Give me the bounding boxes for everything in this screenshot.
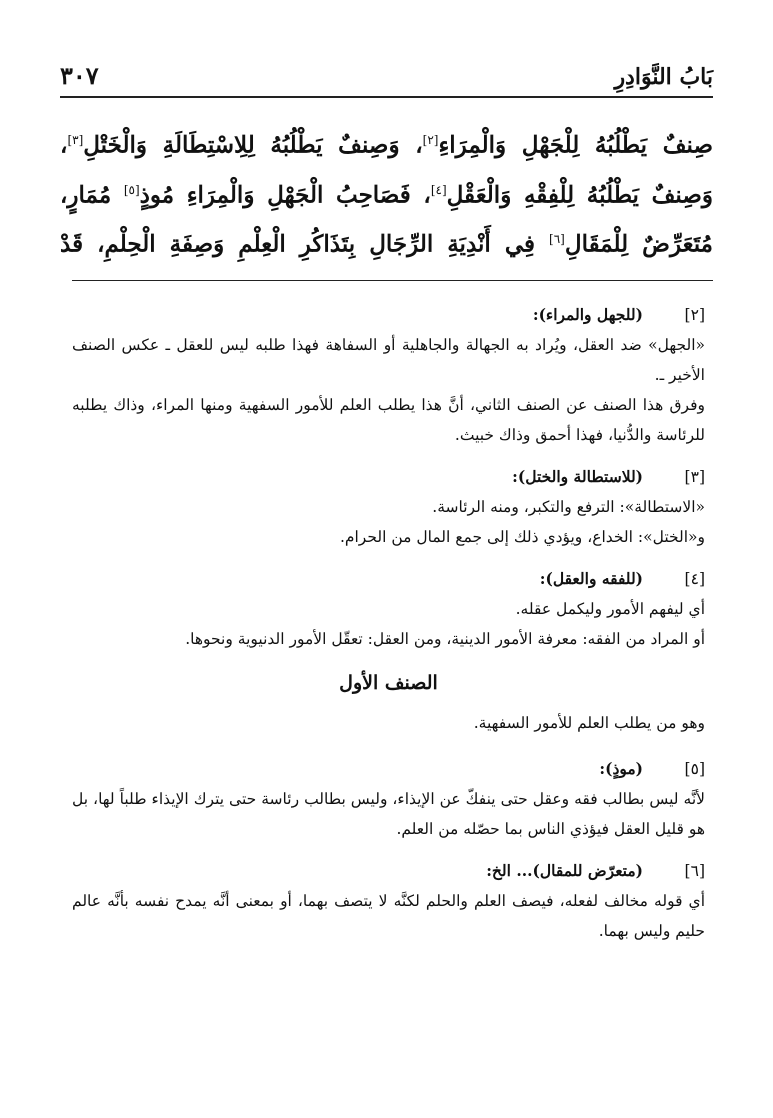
matn-segment: فِي أَنْدِيَةِ الرِّجَالِ بِتَذَاكُرِ الْعِلْمِ وَصِفَةِ الْحِلْمِ، قَدْ — [60, 230, 550, 258]
footnote-ref[interactable]: [٥] — [123, 182, 140, 197]
note-title: (للفقه والعقل): — [539, 569, 643, 588]
note-text: و«الختل»: الخداع، ويؤدي ذلك إلى جمع المال من الحرام. — [339, 528, 705, 546]
footnote-ref[interactable]: [٦] — [549, 232, 565, 247]
matn-segment: مُمَارٍ، مُتَعَرِّضٌ لِلْمَقَالِ — [60, 181, 713, 258]
note-number: [٢] — [684, 306, 705, 324]
note-text: وفرق هذا الصنف عن الصنف الثاني، أنَّ هذا يطلب العلم للأمور السفهية ومنها المراء، وذاك يطلبه للرئاسة والدُّنيا، فهذا أحمق وذاك خبيث. — [72, 396, 705, 444]
note-number: [٣] — [684, 468, 705, 486]
note-text: لأنَّه ليس بطالب فقه وعقل حتى ينفكّ عن الإيذاء، وليس بطالب رئاسة حتى يترك الإيذاء طلباً لها، بل هو قليل العقل فيؤذي الناس بما حصّله من العلم. — [72, 790, 705, 838]
note-number: [٥] — [684, 760, 705, 778]
footnote-ref[interactable]: [٣] — [67, 133, 84, 147]
matn-segment: ، وَصِنفٌ يَطْلُبُهُ لِلِاسْتِطَالَةِ وَالْخَتْلِ — [83, 131, 423, 159]
note-text: أي قوله مخالف لفعله، فيصف العلم والحلم لكنَّه لا يتصف بهما، أو بمعنى أنَّه يمدح نفسه بأنَّه عالم حليم وليس بهما. — [72, 892, 705, 940]
note-title: (موذٍ): — [599, 759, 643, 778]
note-number: [٦] — [684, 862, 705, 880]
matn-segment: ، فَصَاحِبُ الْجَهْلِ وَالْمِرَاءِ مُوذٍ — [139, 181, 431, 209]
note-number: [٤] — [684, 570, 705, 588]
commentary — [72, 300, 705, 958]
matn-segment: صِنفٌ يَطْلُبُهُ لِلْجَهْلِ وَالْمِرَاءِ — [438, 131, 713, 159]
note-text: «الجهل» ضد العقل، ويُراد به الجهالة والجاهلية أو السفاهة فهذا طلبه ليس للعقل ـ عكس الصنف الأخير ـ. — [72, 336, 705, 384]
note-3 — [72, 462, 705, 552]
note-text: أو المراد من الفقه: معرفة الأمور الدينية، ومن العقل: تعقّل الأمور الدنيوية ونحوها. — [185, 630, 705, 648]
matn-segment: ، وَصِنفٌ يَطْلُبُهُ لِلْفِقْهِ وَالْعَقْلِ — [60, 131, 713, 209]
main-text — [60, 118, 713, 267]
note-text: أي ليفهم الأمور وليكمل عقله. — [515, 600, 705, 618]
footnote-ref[interactable]: [٤] — [430, 182, 447, 197]
page-number: ٣٠٧ — [60, 61, 99, 90]
chapter-title: بَابُ النَّوَادِرِ — [614, 64, 713, 90]
note-5 — [72, 754, 705, 844]
note-text: «الاستطالة»: الترفع والتكبر، ومنه الرئاسة. — [432, 498, 705, 516]
page-header — [60, 50, 713, 98]
footnote-ref[interactable]: [٢] — [422, 133, 439, 147]
separator-rule — [72, 280, 713, 281]
note-title: (للاستطالة والختل): — [512, 467, 643, 486]
note-title: (للجهل والمراء): — [532, 305, 643, 324]
section-title: الصنف الأول — [339, 672, 438, 694]
note-4 — [72, 564, 705, 654]
note-2 — [72, 300, 705, 450]
section-text: وهو من يطلب العلم للأمور السفهية. — [473, 714, 705, 732]
note-6 — [72, 856, 705, 946]
note-title: (متعرّض للمقال)... الخ: — [486, 861, 643, 880]
